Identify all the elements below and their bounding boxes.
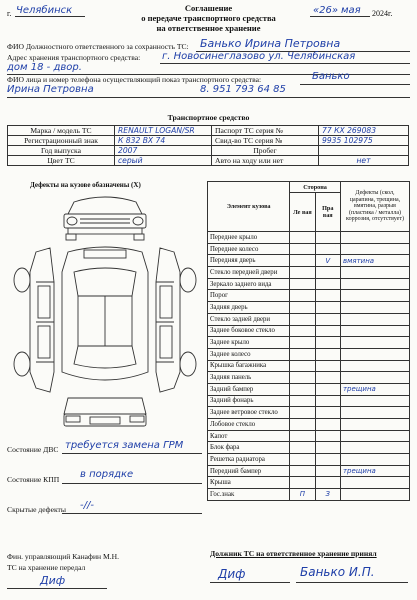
damage-row-element: Заднее боковое стекло	[208, 325, 290, 337]
col-element-header: Элемент кузова	[208, 182, 290, 232]
damage-row	[208, 465, 410, 477]
owner-value: Банько Ирина Петровна	[200, 37, 341, 50]
damage-row-right	[315, 243, 340, 255]
damage-row-right	[315, 278, 340, 290]
damage-row-element: Зеркало заднего вида	[208, 278, 290, 290]
damage-row-element: Переднее колесо	[208, 243, 290, 255]
damage-row-left	[290, 407, 315, 419]
manager-label: Фин. управляющий Канафин М.Н.	[7, 552, 120, 561]
damage-row-right	[315, 232, 340, 244]
col-left-header: Ле вая	[290, 193, 315, 232]
entrusted-value-1: Банько	[312, 71, 350, 82]
gearbox-label: Состояние КПП	[7, 475, 60, 484]
damage-row-element: Решетка радиатора	[208, 454, 290, 466]
damage-row-right	[315, 383, 340, 395]
damage-row-defect	[340, 442, 409, 454]
damage-row-right	[315, 267, 340, 279]
address-value-2: дом 18 - двор.	[7, 62, 82, 73]
damage-table-body	[208, 232, 410, 501]
date-day: «26»	[313, 5, 339, 16]
color-value: серый	[115, 156, 212, 166]
damage-row-element: Стекло передней двери	[208, 267, 290, 279]
make-label: Марка / модель ТС	[8, 126, 115, 136]
damage-row-element: Передняя дверь	[208, 255, 290, 267]
damage-row-right	[315, 477, 340, 489]
damage-row-left	[290, 313, 315, 325]
damage-row	[208, 360, 410, 372]
col-side-header: Сторона	[290, 182, 341, 193]
damage-row-element: Блок фара	[208, 442, 290, 454]
damage-row-right	[315, 407, 340, 419]
city-prefix: г.	[7, 9, 12, 18]
damage-row-right	[315, 325, 340, 337]
damage-row-right	[315, 442, 340, 454]
engine-value: требуется замена ГРМ	[65, 440, 184, 451]
damage-row-element: Задняя панель	[208, 372, 290, 384]
vehicle-table	[7, 125, 409, 166]
damage-row-left	[290, 255, 315, 267]
entrusted-label: ФИО лица и номер телефона осуществляющий показ транспортного средства:	[7, 75, 262, 84]
damage-row-defect	[340, 454, 409, 466]
damage-row-left	[290, 372, 315, 384]
damage-row	[208, 337, 410, 349]
damage-row-left	[290, 454, 315, 466]
gearbox-value: в порядке	[80, 469, 134, 480]
damage-row-defect	[340, 407, 409, 419]
damage-row-left	[290, 465, 315, 477]
damage-row-left: П	[290, 489, 315, 501]
damage-row-right	[315, 337, 340, 349]
damage-row-defect	[340, 419, 409, 431]
damage-row-left	[290, 232, 315, 244]
damage-row-left	[290, 430, 315, 442]
cert-label: Свид-во ТС серия №	[212, 136, 319, 146]
hidden-defects-value: -//-	[80, 500, 94, 511]
damage-row-defect	[340, 243, 409, 255]
damage-row	[208, 255, 410, 267]
car-top-view	[62, 247, 148, 380]
damage-row-left	[290, 419, 315, 431]
damage-row-left	[290, 337, 315, 349]
phone-value: 8. 951 793 64 85	[200, 84, 286, 95]
car-diagram	[8, 192, 203, 432]
damage-row-right	[315, 302, 340, 314]
diagram-title: Дефекты на кузове обазначены (X)	[30, 181, 141, 189]
damage-row-defect: трещина	[340, 465, 409, 477]
entrusted-value-2: Ирина Петровна	[7, 84, 94, 95]
damage-row	[208, 419, 410, 431]
damage-row	[208, 267, 410, 279]
mileage-label: Пробег	[212, 146, 319, 156]
mileage-value	[319, 146, 409, 156]
engine-label: Состояние ДВС	[7, 445, 59, 454]
damage-row-element: Задний фонарь	[208, 395, 290, 407]
damage-row-right	[315, 395, 340, 407]
damage-row-left	[290, 383, 315, 395]
damage-row-defect	[340, 325, 409, 337]
damage-row-left	[290, 278, 315, 290]
color-label: Цвет ТС	[8, 156, 115, 166]
damage-row-right	[315, 465, 340, 477]
damage-row-defect	[340, 232, 409, 244]
damage-row-defect	[340, 313, 409, 325]
damage-row-defect	[340, 348, 409, 360]
damage-row-defect	[340, 360, 409, 372]
damage-row-left	[290, 325, 315, 337]
manager-signature: Диф	[40, 574, 66, 587]
running-label: Авто на ходу или нет	[212, 156, 319, 166]
damage-row-left	[290, 290, 315, 302]
passport-label: Паспорт ТС серия №	[212, 126, 319, 136]
damage-row-element: Передний бампер	[208, 465, 290, 477]
date-year: 2024г.	[372, 9, 393, 18]
damage-row-defect	[340, 489, 409, 501]
damage-row-right	[315, 290, 340, 302]
damage-row-right	[315, 419, 340, 431]
damage-row-element: Лобовое стекло	[208, 419, 290, 431]
running-value: нет	[319, 156, 409, 166]
damage-row-defect	[340, 430, 409, 442]
damage-row-element: Порог	[208, 290, 290, 302]
damage-row-defect	[340, 267, 409, 279]
damage-row-defect	[340, 395, 409, 407]
plate-label: Регистрационный знак	[8, 136, 115, 146]
manager-label-2: ТС на хранение передал	[7, 563, 86, 572]
col-defects-header: Дефекты (скол, царапина, трещина, вмятина, разрыв (пластика / металла) коррозия, отсутствует)	[340, 182, 409, 232]
damage-row-defect	[340, 302, 409, 314]
title-line-3: на ответственное хранение	[156, 23, 261, 33]
make-value: RENAULT LOGAN/SR	[115, 126, 212, 136]
damage-row-element: Заднее колесо	[208, 348, 290, 360]
damage-row-left	[290, 267, 315, 279]
car-right-side-view	[156, 248, 196, 392]
title-line-1: Соглашение	[184, 3, 233, 13]
damage-row	[208, 290, 410, 302]
damage-row	[208, 383, 410, 395]
col-right-header: Пра вая	[315, 193, 340, 232]
address-label: Адрес хранения транспортного средства:	[7, 53, 141, 62]
damage-row-right: З	[315, 489, 340, 501]
damage-row-defect: вмятина	[340, 255, 409, 267]
plate-value: К 832 ВХ 74	[115, 136, 212, 146]
damage-row-defect	[340, 372, 409, 384]
damage-row-right	[315, 313, 340, 325]
damage-row-element: Переднее крыло	[208, 232, 290, 244]
damage-row	[208, 313, 410, 325]
damage-row-element: Задняя дверь	[208, 302, 290, 314]
damage-row	[208, 302, 410, 314]
damage-row-element: Крыша	[208, 477, 290, 489]
damage-row-element: Капот	[208, 430, 290, 442]
city-value: Челябинск	[16, 5, 73, 16]
damage-row-element: Гос.знак	[208, 489, 290, 501]
receiver-label: Должник ТС на ответственное хранение принял	[210, 549, 377, 558]
damage-row-element: Задний бампер	[208, 383, 290, 395]
damage-row	[208, 407, 410, 419]
damage-row-element: Заднее крыло	[208, 337, 290, 349]
damage-row-right	[315, 372, 340, 384]
damage-row-defect	[340, 477, 409, 489]
damage-row-right	[315, 348, 340, 360]
damage-row	[208, 278, 410, 290]
damage-row-defect	[340, 278, 409, 290]
damage-row	[208, 325, 410, 337]
date-month: мая	[341, 5, 361, 16]
damage-row-left	[290, 302, 315, 314]
damage-table	[207, 181, 410, 501]
damage-row-element: Крышка багажника	[208, 360, 290, 372]
damage-row-defect	[340, 290, 409, 302]
damage-row-right: V	[315, 255, 340, 267]
damage-row-left	[290, 442, 315, 454]
car-front-view	[64, 197, 146, 240]
damage-row-left	[290, 243, 315, 255]
damage-row	[208, 348, 410, 360]
damage-row-left	[290, 348, 315, 360]
vehicle-section-title: Транспортное средство	[167, 113, 250, 122]
damage-row	[208, 372, 410, 384]
receiver-signature: Банько И.П.	[300, 565, 375, 579]
year-value: 2007	[115, 146, 212, 156]
damage-row-defect: трещина	[340, 383, 409, 395]
damage-row	[208, 454, 410, 466]
passport-value: 77 КХ 269083	[319, 126, 409, 136]
damage-row-element: Стекло задней двери	[208, 313, 290, 325]
damage-row-right	[315, 454, 340, 466]
address-value-1: г. Новосинеглазово ул. Челябинская	[162, 51, 356, 62]
damage-row-defect	[340, 337, 409, 349]
damage-row	[208, 232, 410, 244]
damage-row	[208, 243, 410, 255]
damage-row-left	[290, 477, 315, 489]
damage-row	[208, 430, 410, 442]
car-left-side-view	[14, 248, 54, 392]
damage-row	[208, 489, 410, 501]
damage-row	[208, 442, 410, 454]
hidden-defects-label: Скрытые дефекты	[7, 505, 66, 514]
title-line-2: о передаче транспортного средства	[141, 13, 276, 23]
year-label: Год выпуска	[8, 146, 115, 156]
car-rear-view	[64, 398, 146, 426]
damage-row-element: Заднее ветровое стекло	[208, 407, 290, 419]
damage-row-left	[290, 395, 315, 407]
damage-row-right	[315, 430, 340, 442]
damage-row	[208, 395, 410, 407]
damage-row	[208, 477, 410, 489]
damage-row-right	[315, 360, 340, 372]
damage-row-left	[290, 360, 315, 372]
cert-value: 9935 102975	[319, 136, 409, 146]
receiver-signature-mark: Диф	[218, 567, 246, 581]
owner-label: ФИО Должностного ответственного за сохранность ТС:	[7, 42, 189, 51]
